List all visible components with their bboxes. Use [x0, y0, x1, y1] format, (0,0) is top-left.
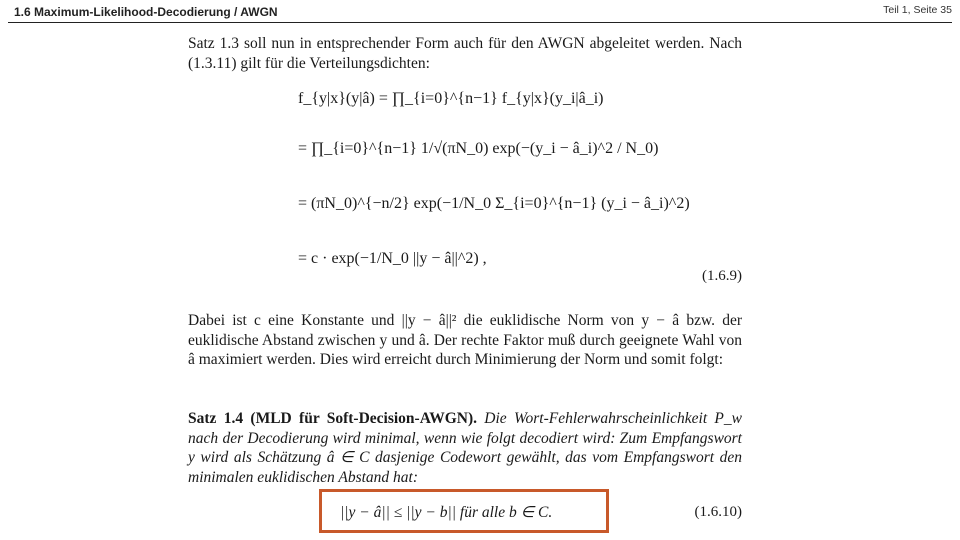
equation-tag-1: (1.6.9): [702, 268, 742, 284]
explanation-paragraph: Dabei ist c eine Konstante und ||y − â||² die euklidische Norm von y − â bzw. der euklidische Abstand zwischen y und â. Der rechte Faktor muß durch geeignete Wahl von â maximiert werden. Dies wird erreicht durch Minimierung der Norm und somit folgt:: [188, 312, 742, 368]
document-page: [188, 30, 744, 540]
theorem-body: Die Wort-Fehlerwahrscheinlichkeit P_w nach der Decodierung wird minimal, wenn wie folgt decodiert wird: Zum Empfangswort y wird als Schätzung â ∈ C dasjenige Codewort gewählt, das vom Empfangswort den minimalen euklidischen Abstand hat:: [188, 410, 742, 486]
equation-line-3: = (πN_0)^{−n/2} exp(−1/N_0 Σ_{i=0}^{n−1} (y_i − â_i)^2): [298, 195, 690, 212]
theorem-title: Satz 1.4 (MLD für Soft-Decision-AWGN).: [188, 410, 477, 427]
equation-line-1: f_{y|x}(y|â) = ∏_{i=0}^{n−1} f_{y|x}(y_i|â_i): [298, 90, 604, 107]
header-title: 1.6 Maximum-Likelihood-Decodierung / AWGN: [14, 5, 278, 19]
equation-line-2: = ∏_{i=0}^{n−1} 1/√(πN_0) exp(−(y_i − â_i)^2 / N_0): [298, 140, 659, 157]
theorem-paragraph: [188, 409, 742, 487]
equation-tag-2: (1.6.10): [694, 504, 742, 520]
boxed-equation: ||y − â|| ≤ ||y − b|| für alle b ∈ C.: [340, 504, 553, 521]
header-divider: [8, 22, 952, 23]
highlighted-equation-box: [319, 489, 609, 533]
page-info: Teil 1, Seite 35: [883, 4, 952, 16]
equation-line-4: = c · exp(−1/N_0 ||y − â||^2) ,: [298, 250, 487, 267]
intro-paragraph: Satz 1.3 soll nun in entsprechender Form auch für den AWGN abgeleitet werden. Nach (1.3.11) gilt für die Verteilungsdichten:: [188, 35, 742, 72]
